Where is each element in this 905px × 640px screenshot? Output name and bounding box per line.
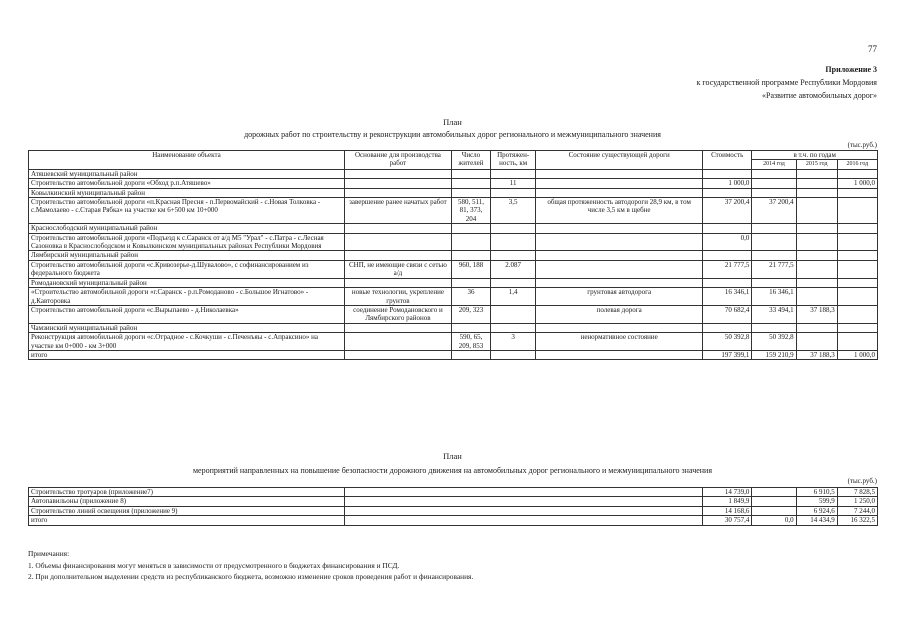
state-cell: грунтовая автодорога bbox=[536, 288, 703, 306]
empty-cell bbox=[796, 224, 837, 233]
note-1: 1. Объемы финансирования могут меняться в зависимости от предусмотренного в бюджетах финансирования и ПСД. bbox=[28, 561, 400, 570]
y2014-cell: 37 200,4 bbox=[752, 198, 796, 224]
y2014-cell: 21 777,5 bbox=[752, 260, 796, 278]
y2016-cell bbox=[837, 260, 877, 278]
district-row bbox=[29, 169, 878, 178]
basis-cell: СНП, не имеющие связи с сетью а/д bbox=[344, 260, 451, 278]
empty-cell bbox=[796, 169, 837, 178]
district-row bbox=[29, 323, 878, 332]
y2016-cell bbox=[837, 233, 877, 251]
y2014-cell: 16 346,1 bbox=[752, 288, 796, 306]
plan1-title: План bbox=[443, 117, 462, 127]
table-row bbox=[29, 288, 878, 306]
y2016-cell: 7 828,5 bbox=[837, 488, 877, 497]
object-name: «Строительство автомобильной дороги «г.Саранск - р.п.Ромоданово - с.Большое Игнатово» - д.Кавторовка bbox=[29, 288, 345, 306]
population-cell: 209, 323 bbox=[451, 305, 490, 323]
empty-cell bbox=[344, 278, 451, 287]
cost-cell: 1 000,0 bbox=[703, 179, 752, 188]
empty-cell bbox=[536, 278, 703, 287]
district-row bbox=[29, 224, 878, 233]
table-row bbox=[29, 260, 878, 278]
empty-cell bbox=[752, 278, 796, 287]
empty-cell bbox=[491, 278, 536, 287]
basis-cell bbox=[344, 350, 451, 359]
y2016-cell bbox=[837, 305, 877, 323]
y2014-cell: 50 392,8 bbox=[752, 333, 796, 351]
state-cell bbox=[536, 233, 703, 251]
empty-cell bbox=[344, 506, 702, 515]
cost-cell: 30 757,4 bbox=[703, 516, 752, 525]
plan1-subtitle: дорожных работ по строительству и реконструкции автомобильных дорог регионального и межмуниципального значения bbox=[244, 130, 661, 139]
empty-cell bbox=[344, 497, 702, 506]
y2014-cell bbox=[752, 233, 796, 251]
empty-cell bbox=[344, 251, 451, 260]
population-cell bbox=[451, 233, 490, 251]
empty-cell bbox=[451, 169, 490, 178]
empty-cell bbox=[536, 323, 703, 332]
population-cell: 580, 511, 81, 373, 204 bbox=[451, 198, 490, 224]
y2016-cell: 16 322,5 bbox=[837, 516, 877, 525]
object-name: Строительство автомобильной дороги «с.Кривозерье-д.Шувалово», с софинансированием из федерального бюджета bbox=[29, 260, 345, 278]
cost-cell: 14 168,6 bbox=[703, 506, 752, 515]
district-name: Атяшевский муниципальный район bbox=[29, 169, 345, 178]
empty-cell bbox=[796, 188, 837, 197]
district-name: Ромодановский муниципальный район bbox=[29, 278, 345, 287]
empty-cell bbox=[837, 251, 877, 260]
col-header-2015: 2015 год bbox=[796, 160, 837, 169]
empty-cell bbox=[796, 251, 837, 260]
total-row bbox=[29, 516, 878, 525]
y2016-cell: 1 250,0 bbox=[837, 497, 877, 506]
y2015-cell bbox=[796, 260, 837, 278]
district-row bbox=[29, 251, 878, 260]
total-row bbox=[29, 350, 878, 359]
y2016-cell bbox=[837, 288, 877, 306]
length-cell: 3,5 bbox=[491, 198, 536, 224]
empty-cell bbox=[536, 188, 703, 197]
length-cell: 2.087 bbox=[491, 260, 536, 278]
col-header-by-years: в т.ч. по годам bbox=[752, 151, 878, 160]
empty-cell bbox=[491, 323, 536, 332]
y2016-cell: 7 244,0 bbox=[837, 506, 877, 515]
empty-cell bbox=[837, 188, 877, 197]
y2014-cell bbox=[752, 179, 796, 188]
length-cell: 11 bbox=[491, 179, 536, 188]
empty-cell bbox=[796, 323, 837, 332]
empty-cell bbox=[344, 169, 451, 178]
cost-cell: 21 777,5 bbox=[703, 260, 752, 278]
y2016-cell bbox=[837, 333, 877, 351]
state-cell: ненормативное состояние bbox=[536, 333, 703, 351]
empty-cell bbox=[344, 488, 702, 497]
measure-name: Строительство линий освещения (приложение 9) bbox=[29, 506, 345, 515]
empty-cell bbox=[491, 169, 536, 178]
table-row bbox=[29, 198, 878, 224]
roadworks-table bbox=[28, 150, 878, 360]
empty-cell bbox=[752, 323, 796, 332]
col-header-length: Протяжен-ность, км bbox=[491, 151, 536, 170]
y2015-cell: 37 188,3 bbox=[796, 350, 837, 359]
district-name: Краснослободский муниципальный район bbox=[29, 224, 345, 233]
empty-cell bbox=[837, 323, 877, 332]
page-number: 77 bbox=[868, 44, 877, 54]
state-cell bbox=[536, 350, 703, 359]
empty-cell bbox=[451, 188, 490, 197]
y2016-cell bbox=[837, 198, 877, 224]
basis-cell bbox=[344, 333, 451, 351]
table-row bbox=[29, 179, 878, 188]
empty-cell bbox=[491, 188, 536, 197]
population-cell: 590, 65, 209, 853 bbox=[451, 333, 490, 351]
notes-title: Примечания: bbox=[28, 549, 70, 558]
y2015-cell bbox=[796, 198, 837, 224]
y2015-cell: 6 910,5 bbox=[796, 488, 837, 497]
district-row bbox=[29, 278, 878, 287]
plan2-subtitle: мероприятий направленных на повышение безопасности дорожного движения на автомобильных дорог регионального и межмуниципального значения bbox=[192, 466, 713, 475]
population-cell bbox=[451, 350, 490, 359]
y2015-cell bbox=[796, 288, 837, 306]
col-header-state: Состояние существующей дороги bbox=[536, 151, 703, 170]
y2015-cell: 6 924,6 bbox=[796, 506, 837, 515]
y2014-cell: 159 210,9 bbox=[752, 350, 796, 359]
empty-cell bbox=[451, 278, 490, 287]
col-header-name: Наименование объекта bbox=[29, 151, 345, 170]
district-name: Чамзинский муниципальный район bbox=[29, 323, 345, 332]
empty-cell bbox=[703, 251, 752, 260]
appendix-program-name: «Развитие автомобильных дорог» bbox=[762, 91, 877, 100]
empty-cell bbox=[752, 188, 796, 197]
table-row bbox=[29, 497, 878, 506]
object-name: итого bbox=[29, 350, 345, 359]
district-name: Ковылкинский муниципальный район bbox=[29, 188, 345, 197]
empty-cell bbox=[752, 251, 796, 260]
plan1-unit: (тыс.руб.) bbox=[847, 141, 877, 149]
basis-cell: соединение Ромодановского и Лямбирского районов bbox=[344, 305, 451, 323]
empty-cell bbox=[536, 169, 703, 178]
col-header-2016: 2016 год bbox=[837, 160, 877, 169]
empty-cell bbox=[451, 251, 490, 260]
y2016-cell: 1 000,0 bbox=[837, 350, 877, 359]
state-cell: полевая дорога bbox=[536, 305, 703, 323]
cost-cell: 37 200,4 bbox=[703, 198, 752, 224]
cost-cell: 14 739,0 bbox=[703, 488, 752, 497]
cost-cell: 16 346,1 bbox=[703, 288, 752, 306]
district-row bbox=[29, 188, 878, 197]
table-row bbox=[29, 333, 878, 351]
empty-cell bbox=[536, 224, 703, 233]
empty-cell bbox=[703, 323, 752, 332]
y2015-cell: 14 434,9 bbox=[796, 516, 837, 525]
table-row bbox=[29, 233, 878, 251]
state-cell bbox=[536, 179, 703, 188]
cost-cell: 70 682,4 bbox=[703, 305, 752, 323]
empty-cell bbox=[344, 323, 451, 332]
population-cell: 960, 188 bbox=[451, 260, 490, 278]
measure-name: итого bbox=[29, 516, 345, 525]
empty-cell bbox=[536, 251, 703, 260]
measure-name: Автопавильоны (приложение 8) bbox=[29, 497, 345, 506]
district-name: Лямбирский муниципальный район bbox=[29, 251, 345, 260]
empty-cell bbox=[703, 169, 752, 178]
plan2-unit: (тыс.руб.) bbox=[847, 477, 877, 485]
cost-cell: 197 399,1 bbox=[703, 350, 752, 359]
y2015-cell: 37 188,3 bbox=[796, 305, 837, 323]
empty-cell bbox=[796, 278, 837, 287]
object-name: Строительство автомобильной дороги «Подъезд к с.Саранск от а/д М5 "Урал" - с.Патра - с.Лесная Сазоновка в Краснослободском и Ковылкинском муниципальных районах Республики Мордовия bbox=[29, 233, 345, 251]
measure-name: Строительство тротуаров (приложение7) bbox=[29, 488, 345, 497]
y2015-cell bbox=[796, 333, 837, 351]
y2014-cell bbox=[752, 497, 796, 506]
plan2-title: План bbox=[443, 451, 462, 461]
population-cell bbox=[451, 179, 490, 188]
empty-cell bbox=[451, 224, 490, 233]
col-header-population: Число жителей bbox=[451, 151, 490, 170]
cost-cell: 50 392,8 bbox=[703, 333, 752, 351]
length-cell: 1,4 bbox=[491, 288, 536, 306]
col-header-basis: Основание для производства работ bbox=[344, 151, 451, 170]
population-cell: 36 bbox=[451, 288, 490, 306]
basis-cell: новые технологии, укрепление грунтов bbox=[344, 288, 451, 306]
state-cell bbox=[536, 260, 703, 278]
empty-cell bbox=[752, 169, 796, 178]
y2014-cell bbox=[752, 488, 796, 497]
y2015-cell bbox=[796, 179, 837, 188]
empty-cell bbox=[344, 188, 451, 197]
table-row bbox=[29, 305, 878, 323]
object-name: Строительство автомобильной дороги «с.Вырыпаево - д.Николаевка» bbox=[29, 305, 345, 323]
y2014-cell: 33 494,1 bbox=[752, 305, 796, 323]
note-2: 2. При дополнительном выделении средств из республиканского бюджета, возможно изменение сроков проведения работ и финансирования. bbox=[28, 572, 474, 581]
table-header-row bbox=[29, 151, 878, 160]
empty-cell bbox=[837, 169, 877, 178]
basis-cell bbox=[344, 179, 451, 188]
y2014-cell: 0,0 bbox=[752, 516, 796, 525]
empty-cell bbox=[703, 278, 752, 287]
table-row bbox=[29, 488, 878, 497]
y2015-cell bbox=[796, 233, 837, 251]
safety-table bbox=[28, 487, 878, 526]
y2015-cell: 599,9 bbox=[796, 497, 837, 506]
table-row bbox=[29, 506, 878, 515]
empty-cell bbox=[344, 224, 451, 233]
state-cell: общая протяженность автодороги 28,9 км, в том числе 3,5 км в щебне bbox=[536, 198, 703, 224]
basis-cell: завершение ранее начатых работ bbox=[344, 198, 451, 224]
empty-cell bbox=[703, 188, 752, 197]
empty-cell bbox=[451, 323, 490, 332]
empty-cell bbox=[491, 224, 536, 233]
object-name: Строительство автомобильной дороги «Обход р.п.Атяшево» bbox=[29, 179, 345, 188]
y2014-cell bbox=[752, 506, 796, 515]
col-header-2014: 2014 год bbox=[752, 160, 796, 169]
length-cell bbox=[491, 233, 536, 251]
cost-cell: 0,0 bbox=[703, 233, 752, 251]
y2016-cell: 1 000,0 bbox=[837, 179, 877, 188]
length-cell bbox=[491, 350, 536, 359]
length-cell: 3 bbox=[491, 333, 536, 351]
object-name: Строительство автомобильной дороги «п.Красная Пресня - п.Первомайский - с.Новая Толковка - с.Мамолаево - с.Старая Рябка» на участке км 6+500 км 10+000 bbox=[29, 198, 345, 224]
basis-cell bbox=[344, 233, 451, 251]
empty-cell bbox=[344, 516, 702, 525]
empty-cell bbox=[837, 224, 877, 233]
empty-cell bbox=[703, 224, 752, 233]
empty-cell bbox=[752, 224, 796, 233]
empty-cell bbox=[491, 251, 536, 260]
appendix-number: Приложение 3 bbox=[825, 65, 877, 74]
cost-cell: 1 849,9 bbox=[703, 497, 752, 506]
empty-cell bbox=[837, 278, 877, 287]
appendix-program: к государственной программе Республики Мордовия bbox=[696, 78, 877, 87]
length-cell bbox=[491, 305, 536, 323]
object-name: Реконструкция автомобильной дороги «с.Отрадное - с.Кочкуши - с.Печенъяы - с.Апраксино» на участке км 0+000 - км 3+000 bbox=[29, 333, 345, 351]
col-header-cost: Стоимость bbox=[703, 151, 752, 170]
